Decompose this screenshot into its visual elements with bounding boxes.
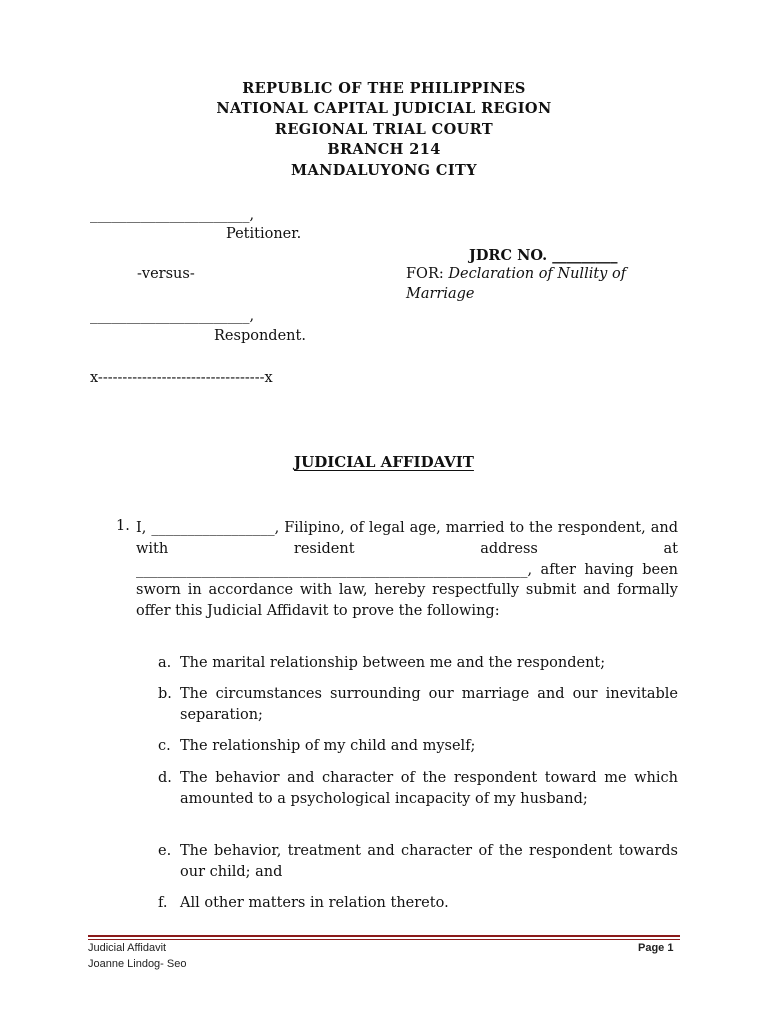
list-item-text: The behavior and character of the respondent toward me which amounted to a psychological incapacity of my husband; [180,770,678,807]
list-item-label: e. [158,843,172,859]
list-item-label: c. [158,738,171,754]
versus-label: -versus- [137,266,195,282]
case-subject-line-2: Marriage [406,286,475,302]
footer-rule-thin [88,939,680,940]
list-item [158,736,678,757]
case-subject-line-1: Declaration of Nullity of [448,266,627,282]
for-label: FOR: [406,266,449,282]
court-header-line-4: BRANCH 214 [327,141,441,158]
respondent-blank: ______________________, [90,308,255,324]
list-item-label: b. [158,686,172,702]
list-item-label: f. [158,895,168,911]
court-header-line-2: NATIONAL CAPITAL JUDICIAL REGION [216,100,552,117]
list-item [158,684,678,726]
paragraph-number: 1. [116,518,130,534]
list-item-text: The behavior, treatment and character of the respondent towards our child; and [180,843,678,880]
paragraph-1-text: I, _________________, Filipino, of legal age, married to the respondent, and with resident address at ______________________________________________________, after having been sworn in accordance with law, hereby respectfully submit and formally offer this Judicial Affidavit to prove the following: [136,520,678,620]
footer-author: Joanne Lindog- Seo [88,958,187,970]
list-item-text: The relationship of my child and myself; [180,738,476,754]
list-item [158,768,678,810]
list-item-label: d. [158,770,172,786]
respondent-label: Respondent. [214,328,306,344]
caption-separator: x----------------------------------x [90,370,273,386]
document-title: JUDICIAL AFFIDAVIT [294,453,474,471]
court-header-line-1: REPUBLIC OF THE PHILIPPINES [242,80,526,97]
case-subject [406,266,626,282]
footer-document-title: Judicial Affidavit [88,942,167,954]
footer-rule-thick [88,935,680,937]
list-item-text: The circumstances surrounding our marriage and our inevitable separation; [180,686,678,723]
footer-page-number: Page 1 [638,942,674,954]
list-item-label: a. [158,655,172,671]
court-header-line-3: REGIONAL TRIAL COURT [274,121,494,138]
list-item-text: The marital relationship between me and the respondent; [180,655,606,671]
list-item [158,841,678,883]
list-item-text: All other matters in relation thereto. [180,895,449,911]
court-header-line-5: MANDALUYONG CITY [291,162,477,179]
list-item [158,893,678,914]
case-number: JDRC NO. _________ [469,247,618,264]
petitioner-label: Petitioner. [226,226,302,242]
list-item [158,653,678,674]
petitioner-blank: ______________________, [90,207,255,223]
